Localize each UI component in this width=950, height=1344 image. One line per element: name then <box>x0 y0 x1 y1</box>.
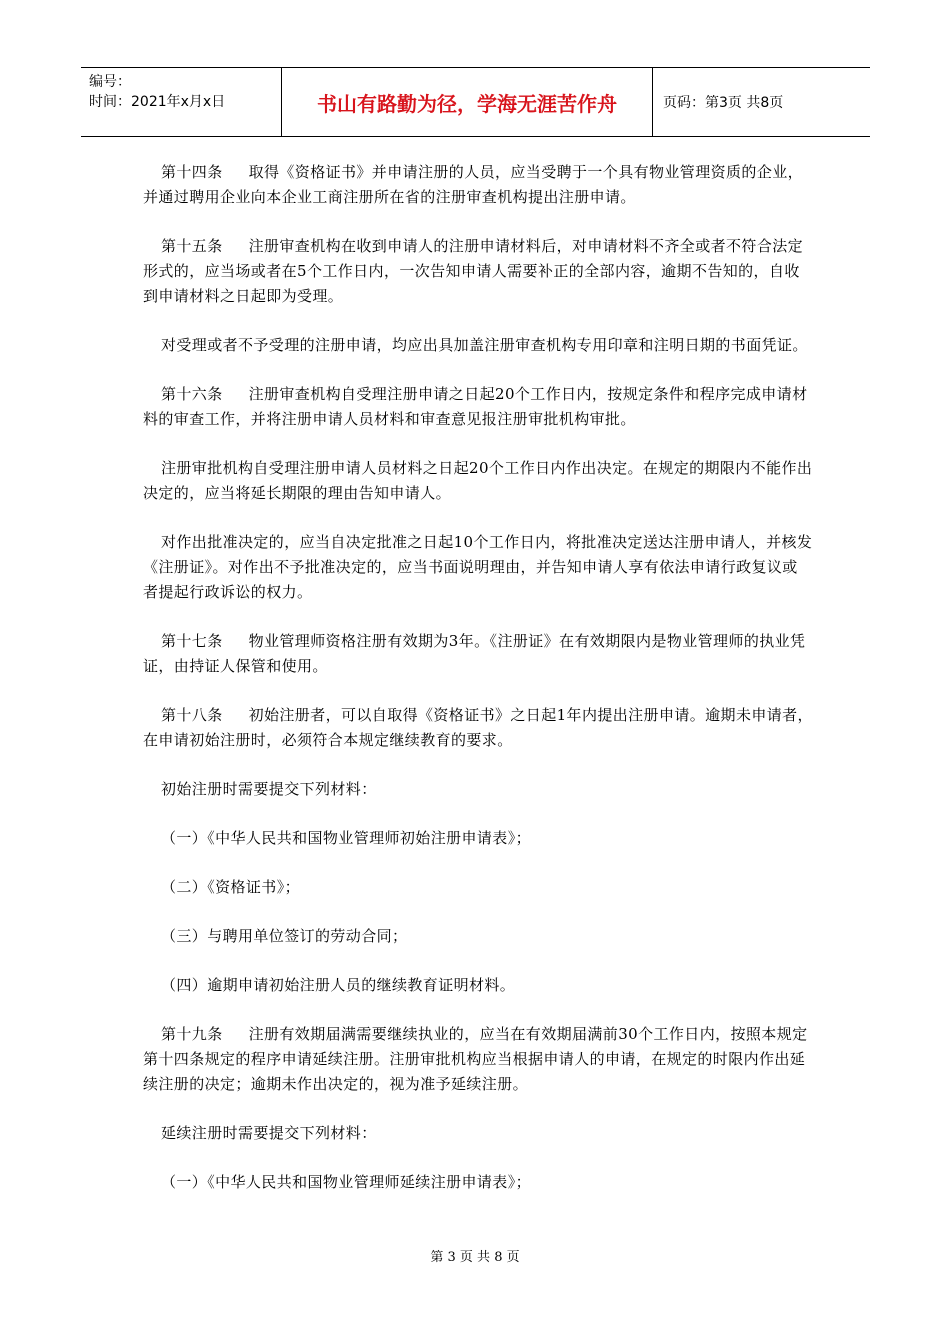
body-paragraph <box>143 777 813 802</box>
body-paragraph <box>143 1170 813 1195</box>
serial-label: 编号： <box>89 74 131 90</box>
article-paragraph <box>143 234 813 309</box>
article-number: 第十七条 <box>161 632 223 650</box>
body-paragraph <box>143 875 813 900</box>
article-number: 第十五条 <box>161 237 223 255</box>
header-motto: 书山有路勤为径，学海无涯苦作舟 <box>281 68 653 136</box>
article-number: 第十八条 <box>161 706 223 724</box>
paragraph-text: （一）《中华人民共和国物业管理师延续注册申请表》； <box>161 1173 532 1191</box>
date-label: 时间：2021年x月x日 <box>89 94 226 110</box>
paragraph-text: 初始注册者，可以自取得《资格证书》之日起1年内提出注册申请。逾期未申请者，在申请初始注册时，必须符合本规定继续教育的要求。 <box>143 706 813 749</box>
header-meta <box>81 68 281 136</box>
page-header <box>81 67 870 137</box>
article-paragraph <box>143 160 813 210</box>
article-paragraph <box>143 629 813 679</box>
header-page-number: 页码：第3页 共8页 <box>663 95 784 111</box>
article-number: 第十九条 <box>161 1025 223 1043</box>
paragraph-text: 初始注册时需要提交下列材料： <box>161 780 377 798</box>
paragraph-text: 物业管理师资格注册有效期为3年。《注册证》在有效期限内是物业管理师的执业凭证，由持证人保管和使用。 <box>143 632 806 675</box>
article-number: 第十四条 <box>161 163 223 181</box>
page-footer: 第 3 页 共 8 页 <box>430 1250 520 1265</box>
article-paragraph <box>143 703 813 753</box>
paragraph-text: 注册审查机构自受理注册申请之日起20个工作日内，按规定条件和程序完成申请材料的审查工作，并将注册申请人员材料和审查意见报注册审批机构审批。 <box>143 385 808 428</box>
body-paragraph <box>143 456 813 506</box>
paragraph-text: 对受理或者不予受理的注册申请，均应出具加盖注册审查机构专用印章和注明日期的书面凭证。 <box>161 336 808 354</box>
document-body <box>143 160 813 1219</box>
paragraph-text: （三）与聘用单位签订的劳动合同； <box>161 927 408 945</box>
paragraph-text: 注册审查机构在收到申请人的注册申请材料后，对申请材料不齐全或者不符合法定形式的，应当场或者在5个工作日内，一次告知申请人需要补正的全部内容，逾期不告知的，自收到申请材料之日起即为受理。 <box>143 237 804 305</box>
body-paragraph <box>143 1121 813 1146</box>
paragraph-text: 注册有效期届满需要继续执业的，应当在有效期届满前30个工作日内，按照本规定第十四条规定的程序申请延续注册。注册审批机构应当根据申请人的申请，在规定的时限内作出延续注册的决定；逾期未作出决定的，视为准予延续注册。 <box>143 1025 808 1093</box>
body-paragraph <box>143 530 813 605</box>
body-paragraph <box>143 826 813 851</box>
body-paragraph <box>143 924 813 949</box>
paragraph-text: （一）《中华人民共和国物业管理师初始注册申请表》； <box>161 829 532 847</box>
paragraph-text: 注册审批机构自受理注册申请人员材料之日起20个工作日内作出决定。在规定的期限内不能作出决定的，应当将延长期限的理由告知申请人。 <box>143 459 813 502</box>
paragraph-text: （二）《资格证书》； <box>161 878 301 896</box>
paragraph-text: 取得《资格证书》并申请注册的人员，应当受聘于一个具有物业管理资质的企业，并通过聘用企业向本企业工商注册所在省的注册审查机构提出注册申请。 <box>143 163 804 206</box>
body-paragraph <box>143 333 813 358</box>
article-number: 第十六条 <box>161 385 223 403</box>
paragraph-text: （四）逾期申请初始注册人员的继续教育证明材料。 <box>161 976 516 994</box>
body-paragraph <box>143 973 813 998</box>
paragraph-text: 延续注册时需要提交下列材料： <box>161 1124 377 1142</box>
article-paragraph <box>143 1022 813 1097</box>
article-paragraph <box>143 382 813 432</box>
paragraph-text: 对作出批准决定的，应当自决定批准之日起10个工作日内，将批准决定送达注册申请人，并核发《注册证》。对作出不予批准决定的，应当书面说明理由，并告知申请人享有依法申请行政复议或者提起行政诉讼的权力。 <box>143 533 813 601</box>
